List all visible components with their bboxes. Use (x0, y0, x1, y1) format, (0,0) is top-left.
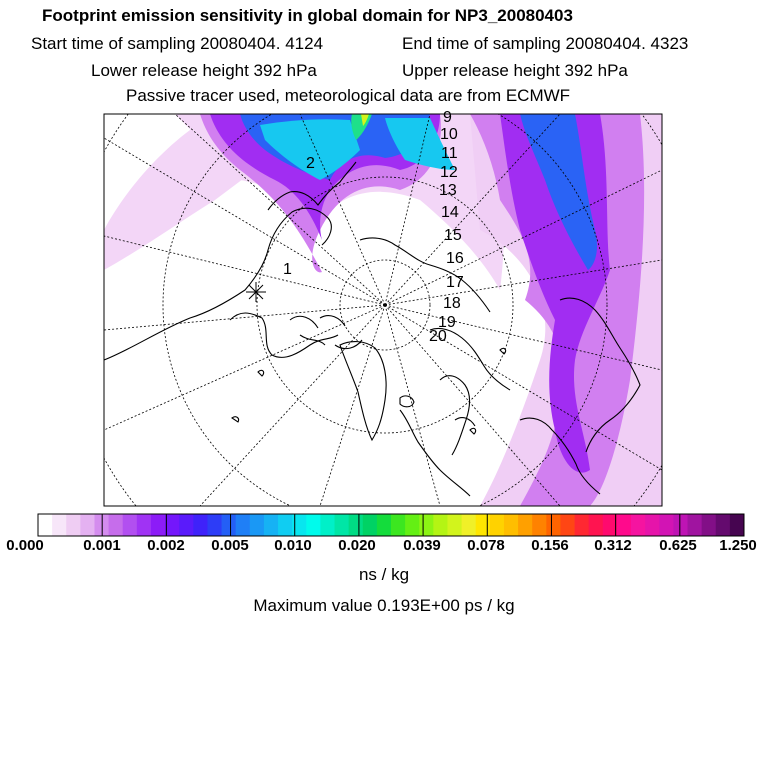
max-value-label: Maximum value 0.193E+00 ps / kg (253, 596, 515, 615)
colorbar-swatch (222, 514, 237, 536)
trajectory-label-20: 20 (429, 328, 447, 345)
tracer-label: Passive tracer used, meteorological data are from ECMWF (126, 86, 571, 105)
colorbar-swatch (193, 514, 208, 536)
scandinavia-coast (440, 376, 475, 455)
trajectory-label-2: 2 (306, 155, 315, 172)
colorbar-swatch (688, 514, 703, 536)
colorbar-swatch (165, 514, 180, 536)
trajectory-label-1: 1 (283, 261, 292, 278)
units-label: ns / kg (358, 565, 410, 584)
colorbar-swatch (631, 514, 646, 536)
colorbar-swatch (38, 514, 53, 536)
colorbar-swatch (151, 514, 166, 536)
north-america-interior (230, 313, 338, 357)
colorbar-swatch (702, 514, 717, 536)
colorbar (38, 514, 744, 536)
colorbar-tick-label: 0.020 (338, 537, 376, 554)
colorbar-swatch (546, 514, 561, 536)
colorbar-swatch (207, 514, 222, 536)
colorbar-swatch (320, 514, 335, 536)
colorbar-tick-label: 0.000 (6, 537, 44, 554)
trajectory-label-15: 15 (444, 227, 462, 244)
trajectory-label-12: 12 (440, 164, 458, 181)
trajectory-label-13: 13 (439, 182, 457, 199)
colorbar-tick-label: 0.625 (659, 537, 697, 554)
colorbar-swatch (377, 514, 392, 536)
iceland-coast (400, 396, 414, 407)
colorbar-swatch (335, 514, 350, 536)
colorbar-swatch (52, 514, 67, 536)
colorbar-swatch (476, 514, 491, 536)
greenland-coast (340, 342, 386, 440)
colorbar-tick-label: 0.078 (467, 537, 505, 554)
colorbar-swatch (278, 514, 293, 536)
colorbar-swatch (123, 514, 138, 536)
colorbar-tick-label: 0.039 (403, 537, 441, 554)
colorbar-swatch (391, 514, 406, 536)
colorbar-tick-label: 0.001 (83, 537, 121, 554)
colorbar-swatch (349, 514, 364, 536)
colorbar-tick-label: 0.156 (531, 537, 569, 554)
trajectory-label-17: 17 (446, 274, 464, 291)
colorbar-swatch (462, 514, 477, 536)
colorbar-swatch (250, 514, 265, 536)
colorbar-swatch (730, 514, 745, 536)
end-time-label: End time of sampling 20080404. 4323 (402, 34, 689, 53)
colorbar-swatch (560, 514, 575, 536)
small-islands (232, 348, 506, 434)
upper-height-label: Upper release height 392 hPa (402, 61, 628, 80)
colorbar-swatch (716, 514, 731, 536)
colorbar-swatch (80, 514, 95, 536)
lower-height-label: Lower release height 392 hPa (91, 61, 317, 80)
colorbar-swatch (419, 514, 434, 536)
colorbar-swatch (447, 514, 462, 536)
colorbar-swatch (589, 514, 604, 536)
colorbar-swatch (673, 514, 688, 536)
colorbar-swatch (490, 514, 505, 536)
trajectory-label-14: 14 (441, 204, 459, 221)
colorbar-swatch (518, 514, 533, 536)
colorbar-tick-label: 0.005 (211, 537, 249, 554)
figure-title: Footprint emission sensitivity in global domain for NP3_20080403 (42, 6, 573, 25)
colorbar-swatch (66, 514, 81, 536)
trajectory-label-16: 16 (446, 250, 464, 267)
siberia-coast (360, 238, 490, 312)
colorbar-swatch (433, 514, 448, 536)
colorbar-swatch (109, 514, 124, 536)
colorbar-swatch (532, 514, 547, 536)
colorbar-swatch (264, 514, 279, 536)
colorbar-swatch (306, 514, 321, 536)
colorbar-swatch (504, 514, 519, 536)
trajectory-label-9: 9 (443, 109, 452, 126)
colorbar-tick-label: 0.010 (274, 537, 312, 554)
colorbar-tick-label: 0.312 (594, 537, 632, 554)
colorbar-swatch (137, 514, 152, 536)
colorbar-tick-label: 0.002 (147, 537, 185, 554)
trajectory-label-11: 11 (441, 145, 458, 162)
colorbar-swatch (236, 514, 251, 536)
start-time-label: Start time of sampling 20080404. 4124 (31, 34, 324, 53)
trajectory-label-10: 10 (440, 126, 458, 143)
release-point-marker (246, 282, 266, 302)
colorbar-swatch (659, 514, 674, 536)
canada-archipelago (290, 316, 362, 349)
colorbar-swatch (363, 514, 378, 536)
colorbar-swatch (405, 514, 420, 536)
trajectory-label-18: 18 (443, 295, 461, 312)
trajectory-label-19: 19 (438, 314, 456, 331)
colorbar-tick-label: 1.250 (719, 537, 757, 554)
colorbar-swatch (617, 514, 632, 536)
colorbar-swatch (575, 514, 590, 536)
colorbar-swatch (179, 514, 194, 536)
colorbar-swatch (645, 514, 660, 536)
